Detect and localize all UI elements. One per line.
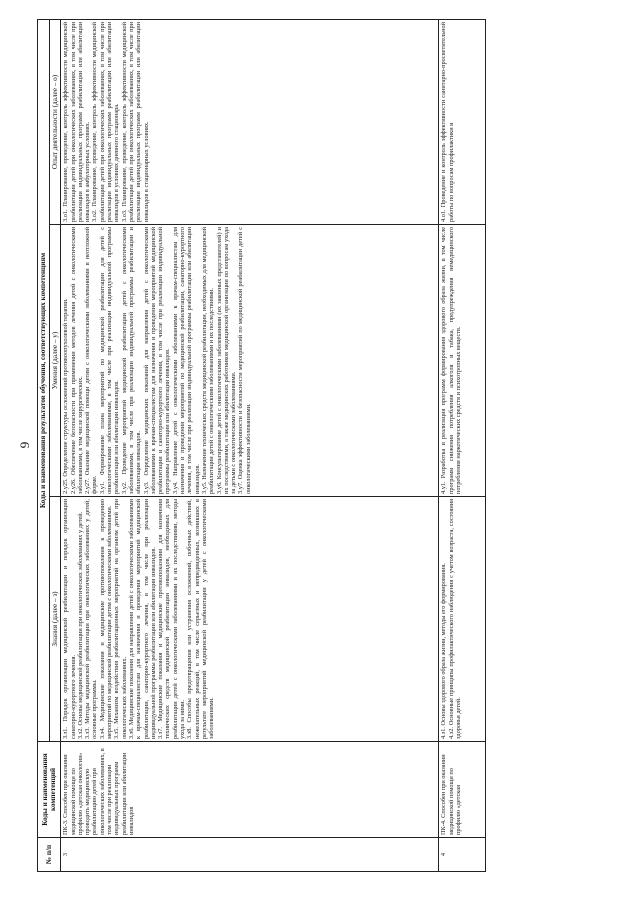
header-experience: Опыт деятельности (далее – о) [49, 19, 61, 224]
knowledge-item: 3.з6. Медицинские показания для направления детей с онкологическими заболеваниями к врачам-специалистам для назначения и проведения мероприятий медицинской реабилитации, санаторно-курортного лечения, в том числе при реализации индивидуальной программы реабилитации или абилитации инвалидов. [127, 499, 157, 739]
skill-item: 3.у6. Консультирование детей с онкологическими заболеваниями (их законных представителей) и их последствиями, а также медицинских работников медицинской организации по вопросам ухода за детьми с онкологическими заболеваниями. [215, 227, 238, 494]
skill-item: 2.у25. Определение структуры осложнений противоопухолевой терапии. [62, 298, 70, 494]
skill-item: 3.у3. Определение медицинских показаний для направления детей с онкологическими заболеваниями к врачам-специалистам для назначения и проведения мероприятий медицинской реабилитации и санаторно-курортного лечения, в том числе при реализации индивидуальной программы реабилитации или абилитации инвалидов. [142, 227, 172, 494]
row-number: 4 [439, 838, 486, 872]
knowledge-item: 3.з5. Механизм воздействия реабилитационных мероприятий на организм детей при онкологических заболеваниях. [113, 499, 128, 739]
skill-item: 3.у1. Формирование плана мероприятий по медицинской реабилитации для детей с онкологическими заболеваниями, в том числе при реализации индивидуальной программы реабилитации или абилитации инвалидов. [98, 227, 121, 494]
experience-cell [439, 19, 486, 224]
skill-item: 3.у5. Назначение технических средств медицинской реабилитации, необходимых для медицинской реабилитации детей с онкологическими заболеваниями и их последствиями. [200, 227, 216, 494]
header-skills: Умения (далее – у) [49, 225, 61, 497]
experience-item: 4.о1. Проведение и контроль эффективности санитарно-просветительной работы по вопросам профилактики и [440, 21, 455, 222]
experience-cell [61, 19, 439, 224]
skill-item: 2.у27. Оказание медицинской помощи детям с онкологическими заболеваниями в неотложной форме. [84, 227, 99, 494]
knowledge-cell [61, 497, 439, 742]
header-num: № п/п [38, 838, 61, 872]
competency-code: ПК-3. Способен при оказании медицинской помощи по профилю «детская онкология» проводить медицинскую реабилитацию детей при онкологических заболеваниях, в том числе при реализации индивидуальных программ реабилитации или абилитации инвалидов [61, 742, 439, 838]
knowledge-item: 3.з1. Порядок организации медицинской реабилитации и порядок организации санаторно-курортного лечения. [62, 499, 77, 739]
experience-item: 3.о3. Планирование, проведение, контроль эффективности медицинской реабилитации детей при онкологических заболеваниях, в том числе при реализации индивидуальных программ реабилитации или абилитации инвалидов в стационарных условиях. [120, 21, 150, 222]
header-knowledge: Знания (далее – з) [49, 497, 61, 742]
rotated-sheet [17, 10, 597, 880]
page-number: 9 [17, 441, 32, 449]
knowledge-item: 4.з1. Основы здорового образа жизни, методы его формирования. [440, 563, 448, 739]
header-codes: Коды и наименования компетенций [38, 742, 61, 838]
experience-item: 3.о1. Планирование, проведение, контроль эффективности медицинской реабилитации детей при онкологических заболеваниях, в том числе при реализации индивидуальных программ реабилитации или абилитации инвалидов в амбулаторных условиях. [62, 21, 92, 222]
skill-item: 3.у2. Проведение мероприятий медицинской реабилитации детей с онкологическими заболеваниями, в том числе при реализации индивидуальной программы реабилитации и абилитации инвалидов. [120, 227, 143, 494]
knowledge-item: 3.з7. Медицинские показания и медицинские противопоказания для назначения технических средств медицинской реабилитации инвалидов, необходимых для реабилитации детей с онкологическими заболеваниями и их последствиями, методы ухода за ними. [157, 499, 187, 739]
skill-item: 4.у1. Разработка и реализация программ формирования здорового образа жизни, в том числе программ снижения потребления алкоголя и табака, предупреждения немедицинского потребления наркотических средств и психотропных веществ. [440, 227, 462, 494]
competency-table [37, 19, 486, 872]
knowledge-item: 3.з4. Медицинские показания и медицинские противопоказания к проведению мероприятий по медицинской реабилитации детям с онкологическими заболеваниями. [98, 499, 114, 739]
skills-cell [439, 225, 486, 497]
knowledge-item: 3.з3. Методы медицинской реабилитации при онкологических заболеваниях у детей, основные программы. [84, 499, 99, 739]
knowledge-item: 3.з8. Способы предотвращения или устранения осложнений, побочных действий, нежелательных реакций, в том числе серьезных и непредвиденных, возникших в результате мероприятий медицинской реабилитации у детей с онкологическими заболеваниями. [186, 499, 216, 739]
competency-code: ПК-4. Способен при оказании медицинской помощи по профилю «детская [439, 742, 486, 838]
skills-cell [61, 225, 439, 497]
skill-item: 3.у7. Оценка эффективности и безопасности мероприятий по медицинской реабилитации детей с онкологическими заболеваниями. [237, 227, 252, 494]
skill-item: 3.у4. Направление детей с онкологическими заболеваниями к врачам-специалистам для назначения и проведения мероприятий по медицинской реабилитации, санаторно-курортного лечения, в том числе при реализации индивидуальной программы реабилитации или абилитации инвалидов. [171, 227, 201, 494]
header-results: Коды и наименования результатов обучения, соответствующих компетенциям [38, 19, 50, 741]
table-row [61, 19, 439, 871]
experience-item: 3.о2. Планирование, проведение, контроль эффективности медицинской реабилитации детей при онкологических заболеваниях, в том числе при реализации индивидуальных программ реабилитации или абилитации инвалидов в условиях дневного стационара. [91, 21, 121, 222]
knowledge-item: 3.з2. Основы медицинской реабилитации при онкологических заболеваниях у детей. [76, 511, 84, 739]
skill-item: 2.у26. Обеспечение безопасности при применении методов лечения детей с онкологическими заболеваниями, в том числе хирургических. [69, 227, 84, 494]
row-number: 3 [61, 838, 439, 872]
knowledge-cell [439, 497, 486, 742]
knowledge-item: 4.з2. Основные принципы профилактического наблюдения с учетом возраста, состояния здоровья детей. [447, 499, 462, 739]
table-row [439, 19, 486, 871]
